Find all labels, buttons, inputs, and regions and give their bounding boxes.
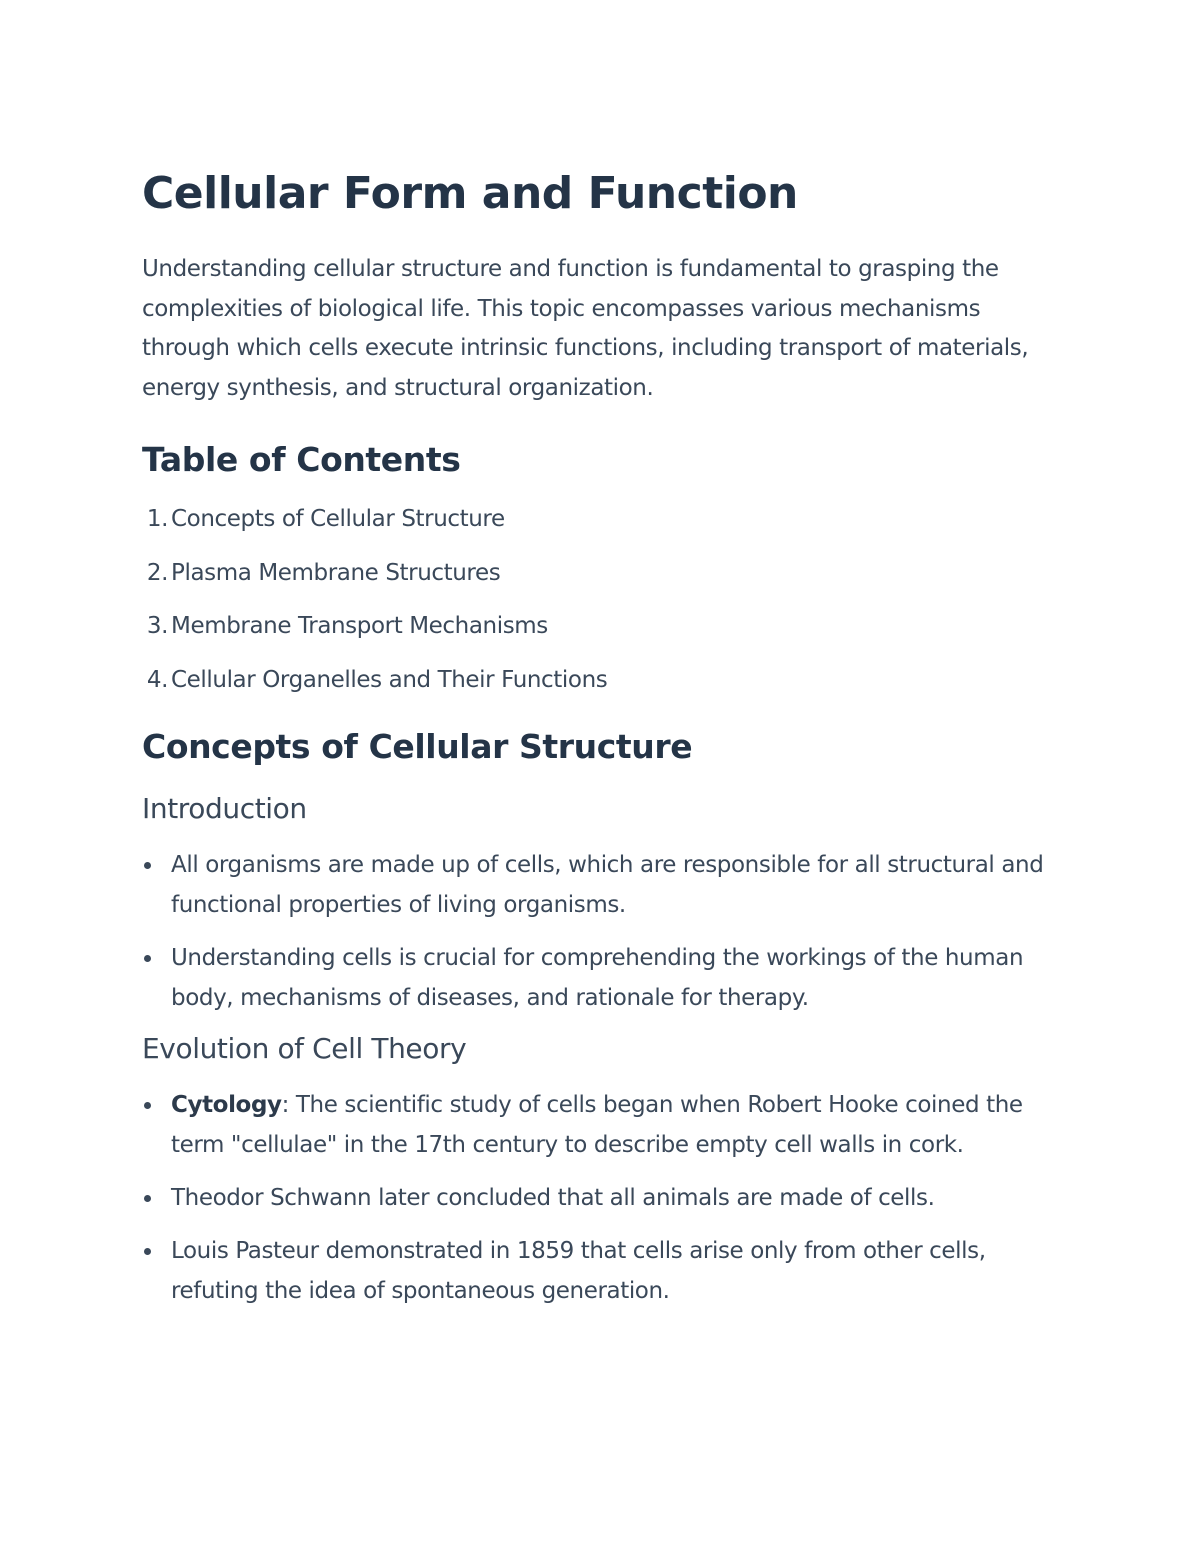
evolution-bullet-list — [142, 1085, 1067, 1311]
intro-paragraph: Understanding cellular structure and function is fundamental to grasping the complexities of biological life. This topic encompasses various mechanisms through which cells execute intrinsic functions, including transport of materials, energy synthesis, and structural organization. — [142, 256, 1029, 401]
subheading-evolution-of-cell-theory: Evolution of Cell Theory — [142, 1031, 467, 1065]
subheading-introduction: Introduction — [142, 791, 307, 825]
toc-item[interactable] — [142, 665, 1067, 695]
list-item-text: : The scientific study of cells began when Robert Hooke coined the term "cellulae" in the 17th century to describe empty cell walls in cork. — [171, 1091, 1023, 1158]
toc-item-label[interactable]: Concepts of Cellular Structure — [171, 506, 505, 532]
bullet-icon — [144, 1195, 151, 1202]
list-item-text: Understanding cells is crucial for comprehending the workings of the human body, mechanisms of diseases, and rationale for therapy. — [171, 944, 1024, 1011]
document-page — [142, 166, 1067, 1324]
list-item — [142, 1178, 1067, 1218]
list-item — [142, 1085, 1067, 1165]
toc-item-number: 3. — [146, 613, 168, 639]
introduction-bullet-list — [142, 845, 1067, 1018]
toc-item[interactable] — [142, 611, 1067, 641]
toc-item-number: 2. — [146, 559, 168, 586]
toc-item-number: 1. — [146, 506, 168, 532]
list-item — [142, 1231, 1067, 1311]
page-title: Cellular Form and Function — [142, 168, 798, 219]
toc-item[interactable] — [142, 504, 1067, 534]
table-of-contents — [142, 504, 1067, 695]
term-cytology: Cytology — [171, 1091, 282, 1118]
section-heading-cellular-structure: Concepts of Cellular Structure — [142, 726, 693, 766]
toc-item-label[interactable]: Membrane Transport Mechanisms — [171, 613, 548, 639]
toc-item-label[interactable]: Cellular Organelles and Their Functions — [171, 666, 608, 693]
toc-item-label[interactable]: Plasma Membrane Structures — [171, 559, 501, 586]
list-item-text: Theodor Schwann later concluded that all animals are made of cells. — [171, 1184, 935, 1211]
bullet-icon — [144, 1248, 151, 1255]
bullet-icon — [144, 955, 151, 962]
list-item-text: All organisms are made up of cells, which are responsible for all structural and functional properties of living organisms. — [171, 851, 1044, 918]
list-item — [142, 845, 1067, 925]
toc-item-number: 4. — [146, 666, 168, 693]
list-item-text: Louis Pasteur demonstrated in 1859 that cells arise only from other cells, refuting the idea of spontaneous generation. — [171, 1237, 986, 1304]
list-item — [142, 938, 1067, 1018]
toc-heading: Table of Contents — [142, 440, 461, 479]
bullet-icon — [144, 862, 151, 869]
toc-item[interactable] — [142, 558, 1067, 588]
bullet-icon — [144, 1102, 151, 1109]
